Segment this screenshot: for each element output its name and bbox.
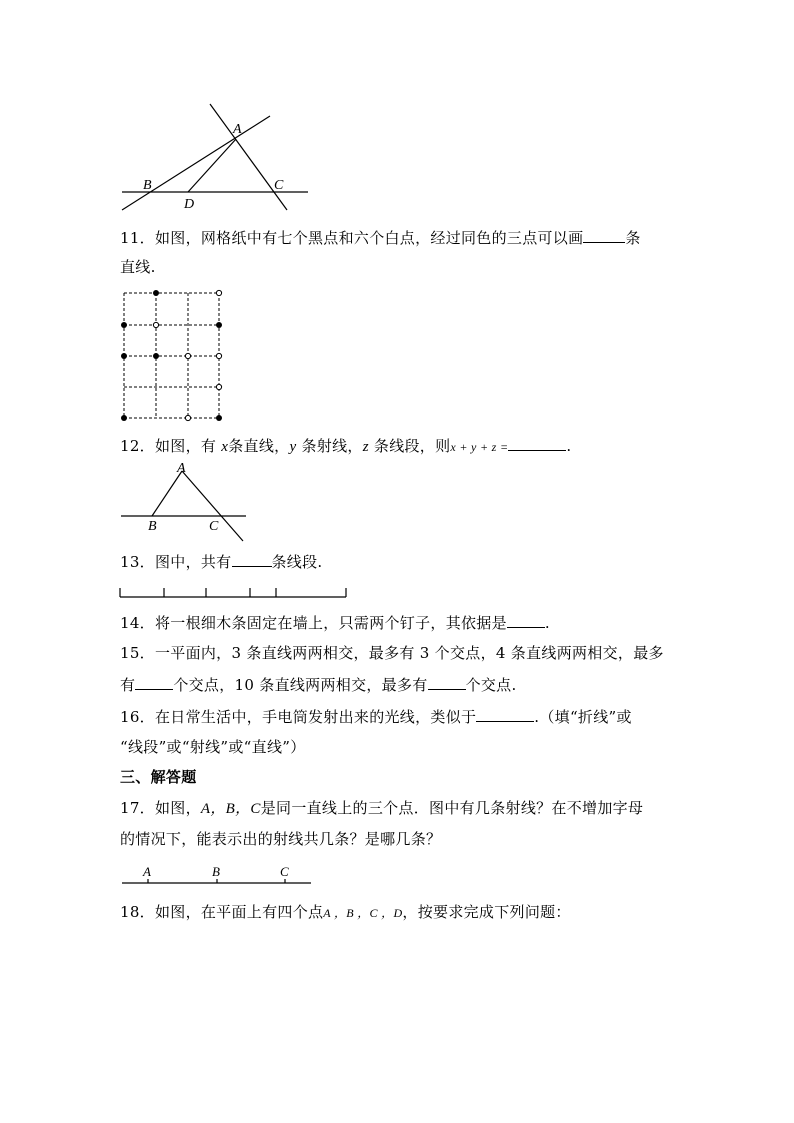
q14-line: 14．将一根细木条固定在墙上，只需两个钉子，其依据是 . [120, 614, 550, 632]
line-through-b-a [122, 116, 270, 210]
q12-expression: x + y + z = [450, 440, 509, 454]
label-b: B [143, 178, 152, 193]
q15-answer-blank-1[interactable] [135, 674, 173, 690]
q15-answer-blank-2[interactable] [428, 674, 466, 690]
q12-line: 12．如图，有 x条直线，y 条射线，z 条线段，则x + y + z = . [120, 437, 572, 455]
q15-line1: 15．一平面内，3 条直线两两相交，最多有 3 个交点，4 条直线两两相交，最多 [120, 644, 664, 662]
q11-text: 11．如图，网格纸中有七个黑点和六个白点，经过同色的三点可以画 [120, 229, 584, 247]
q18-line: 18．如图，在平面上有四个点A ，B ，C ，D，按要求完成下列问题： [120, 903, 571, 921]
q11-answer-blank[interactable] [583, 227, 625, 243]
figure-segment-ticks [116, 584, 350, 600]
label-a: A [177, 461, 186, 476]
label-c: C [274, 178, 284, 193]
q17-line1: 17．如图，A，B，C是同一直线上的三个点．图中有几条射线？在不增加字母 [120, 799, 644, 817]
label-b: B [148, 519, 157, 534]
q15-line2: 有 个交点，10 条直线两两相交，最多有 个交点. [120, 676, 517, 694]
label-c: C [280, 864, 289, 879]
label-c: C [209, 519, 219, 534]
figure-dot-grid [118, 288, 228, 424]
q13-answer-blank[interactable] [232, 551, 272, 567]
q16-answer-blank[interactable] [476, 706, 534, 722]
q16-line1: 16．在日常生活中，手电筒发射出来的光线，类似于 .（填“折线”或 [120, 708, 632, 726]
q14-answer-blank[interactable] [507, 612, 545, 628]
section-heading: 三、解答题 [120, 768, 197, 786]
segment-a-d [188, 139, 236, 192]
figure-lines-abcd [110, 98, 320, 216]
q13-line: 13．图中，共有 条线段. [120, 553, 323, 571]
figure-triangle-abc [115, 458, 250, 544]
figure-line-abc [118, 862, 314, 888]
q16-line2: “线段”或“射线”或“直线”） [120, 738, 306, 756]
label-a: A [233, 122, 242, 137]
label-d: D [184, 197, 195, 212]
q11-line2: 直线. [120, 258, 156, 276]
q17-line2: 的情况下，能表示出的射线共几条？是哪几条？ [120, 830, 442, 848]
line-through-a-c [210, 104, 287, 210]
q12-answer-blank[interactable] [508, 435, 566, 451]
label-a: A [143, 864, 151, 879]
q11-line1: 11．如图，网格纸中有七个黑点和六个白点，经过同色的三点可以画 条 [120, 229, 641, 247]
label-b: B [212, 864, 220, 879]
